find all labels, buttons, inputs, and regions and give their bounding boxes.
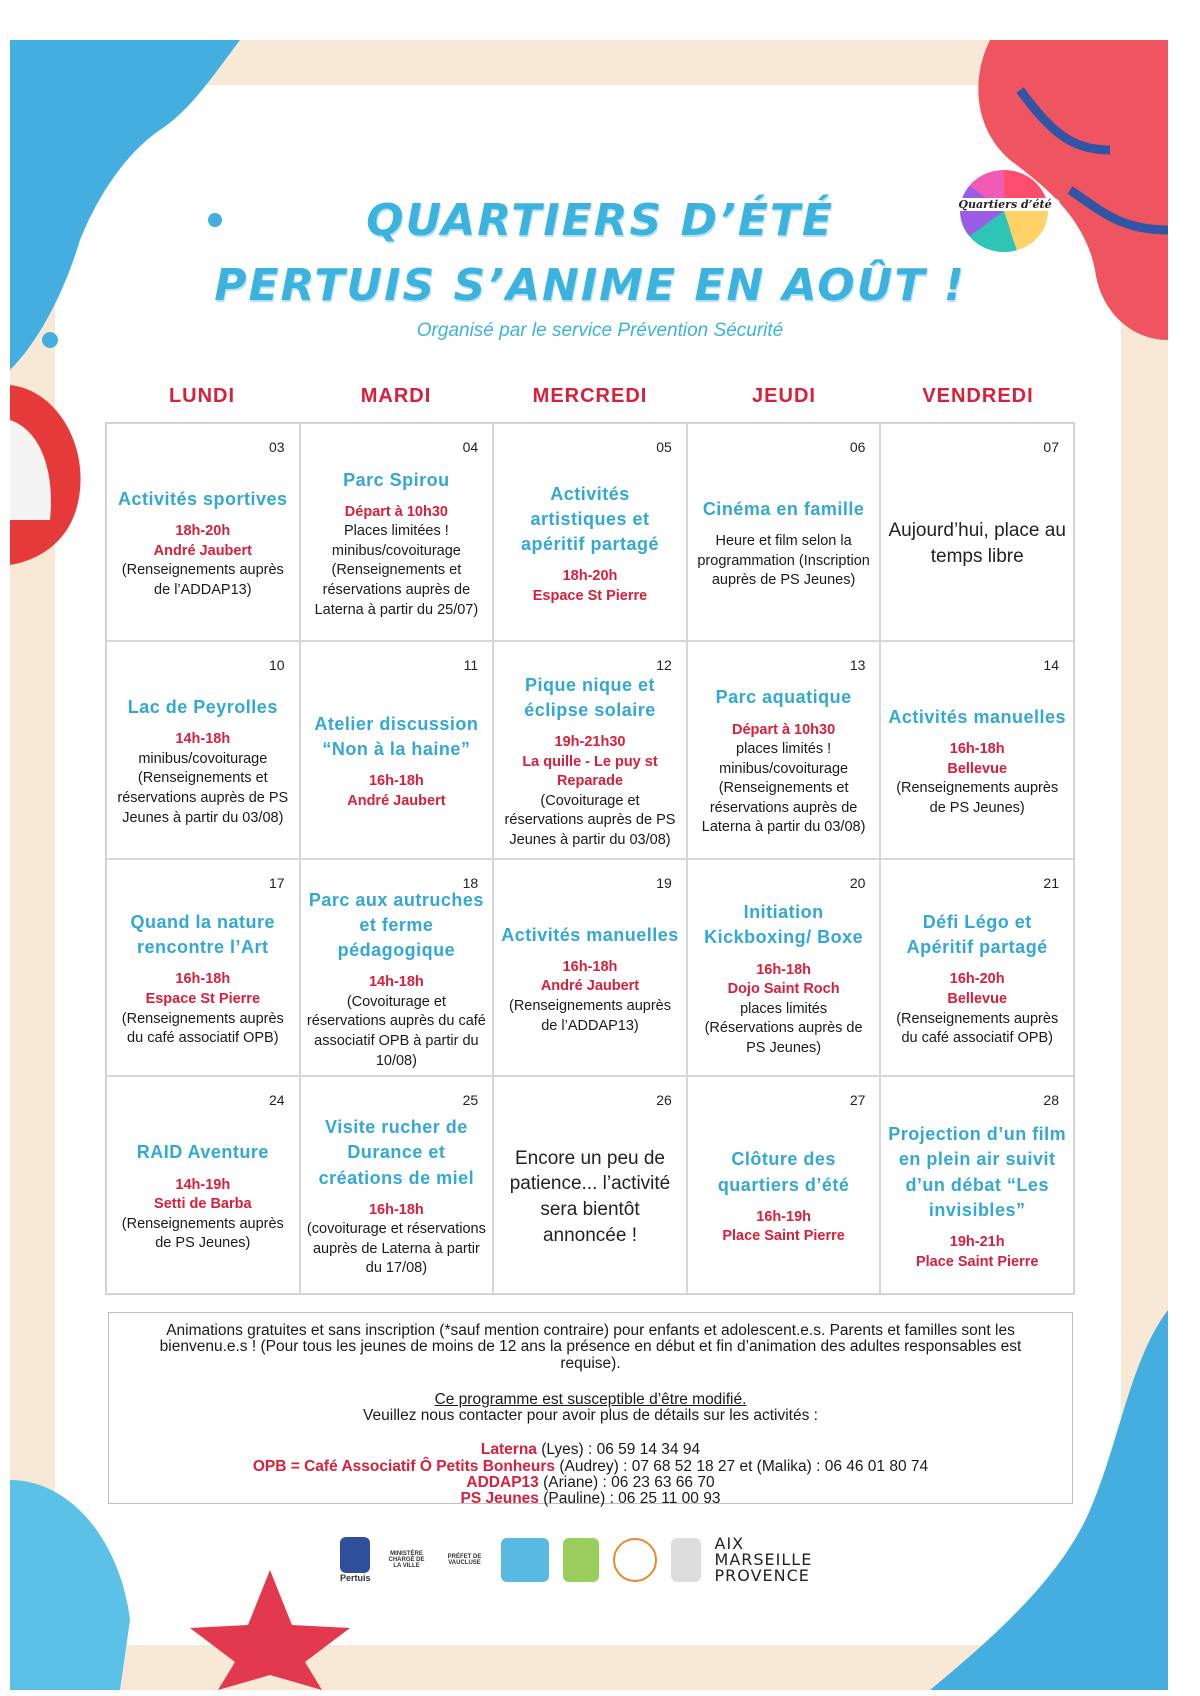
ministere-logo: [385, 1551, 429, 1569]
contact-line: [149, 1459, 1032, 1475]
free-text: Aujourd’hui, place au temps libre: [888, 520, 1066, 567]
activity-time: 16h-20h: [949, 971, 1005, 988]
calendar-day-cell: [300, 1076, 494, 1294]
day-header: MARDI: [360, 385, 432, 407]
activity-title: Initiation Kickboxing/ Boxe: [704, 902, 864, 948]
pertuis-logo-text: Pertuis: [340, 1573, 371, 1583]
activity-title: Activités artistiques et apéritif partagé: [520, 483, 660, 554]
activity-place: Place Saint Pierre: [722, 1228, 845, 1245]
day-number: 20: [849, 874, 866, 891]
activity-details: places limités ! minibus/covoiturage (Renseignements et réservations auprès de Laterna à partir du 03/08): [701, 741, 866, 836]
quartiers-dete-logo: [958, 170, 1052, 252]
contact-org: PS Jeunes: [460, 1490, 539, 1508]
day-number: 19: [656, 874, 672, 891]
activity-place: André Jaubert: [540, 978, 640, 995]
calendar-day-cell: [300, 641, 494, 859]
calendar-day-cell: [687, 1076, 881, 1294]
day-number: 03: [269, 439, 285, 455]
activity-place: Place Saint Pierre: [915, 1253, 1039, 1270]
ministere-logo-text: MINISTÈRE CHARGÉ DE LA VILLE: [388, 1551, 425, 1569]
contact-org: ADDAP13: [466, 1473, 539, 1491]
contact-line: [149, 1442, 1032, 1458]
calendar-day-cell: [493, 641, 687, 859]
activity-title: Parc aux autruches et ferme pédagogique: [308, 889, 484, 961]
day-header: JEUDI: [752, 385, 816, 407]
laterna-logo: [671, 1538, 701, 1582]
activity-details: minibus/covoiturage (Renseignements et réservations auprès de PS Jeunes à partir du 03/08): [117, 750, 289, 826]
contact-detail: (Ariane) : 06 23 63 66 70: [538, 1473, 715, 1491]
activity-details: (Renseignements auprès de l’ADDAP13): [508, 997, 671, 1034]
day-number: 27: [849, 1092, 866, 1109]
activity-place: La quille - Le puy st Reparade: [522, 753, 658, 790]
calendar-day-cell: [493, 1076, 687, 1294]
day-number: 07: [1043, 439, 1059, 455]
activity-details: (Renseignements auprès de PS Jeunes): [896, 780, 1059, 816]
activity-details: (Renseignements auprès de l’ADDAP13): [121, 562, 284, 599]
info-box: [108, 1312, 1073, 1508]
day-number: 28: [1043, 1092, 1059, 1109]
contact-detail: (Pauline) : 06 25 11 00 93: [538, 1490, 721, 1508]
activity-title: RAID Aventure: [136, 1142, 269, 1163]
info-general: Animations gratuites et sans inscription (*sauf mention contraire) pour enfants et adolescent.e.s. Parents et familles sont les bienvenu.e.s ! (Pour tous les jeunes de moins de 12 ans la présence en début et fin d’animation des adultes responsables est requise).: [159, 1322, 1022, 1372]
calendar-day-cell: [493, 859, 687, 1077]
activity-time: 14h-18h: [368, 974, 424, 991]
calendar-day-cell: [880, 423, 1074, 641]
activity-place: Dojo Saint Roch: [727, 981, 840, 998]
day-number: 24: [269, 1092, 285, 1109]
activity-details: (Renseignements auprès du café associatif OPB): [121, 1010, 284, 1047]
pertuis-logo: [340, 1537, 371, 1583]
calendar-day-cell: [880, 641, 1074, 859]
activity-time: 19h-21h: [949, 1233, 1005, 1250]
water-drop: [144, 164, 176, 196]
prefet-logo-text: PRÉFET DE VAUCLUSE: [447, 1554, 482, 1566]
activity-time: 16h-19h: [756, 1208, 811, 1225]
contact-detail: (Lyes) : 06 59 14 34 94: [536, 1441, 701, 1459]
groupe-logo: [563, 1538, 599, 1582]
activity-time: 18h-20h: [175, 523, 231, 540]
calendar-day-cell: [687, 859, 881, 1077]
partner-logos: [340, 1530, 900, 1590]
activity-place: Setti de Barba: [154, 1196, 252, 1213]
activity-title: Visite rucher de Durance et créations de miel: [318, 1117, 475, 1188]
day-number: 14: [1043, 656, 1059, 673]
prefet-logo: [443, 1554, 487, 1566]
calendar-day-cell: [300, 859, 494, 1077]
activity-details: (Renseignements auprès de PS Jeunes): [121, 1215, 284, 1252]
contact-detail: (Audrey) : 07 68 52 18 27 et (Malika) : 06 46 01 80 74: [555, 1457, 929, 1475]
activity-time: 14h-19h: [175, 1176, 231, 1193]
activity-title: Pique nique et éclipse solaire: [524, 674, 656, 720]
day-number: 06: [849, 439, 866, 455]
calendar-day-cell: [300, 423, 494, 641]
activity-place: Bellevue: [947, 991, 1008, 1007]
activity-place: Bellevue: [947, 760, 1008, 777]
calendar-day-cell: [106, 1076, 300, 1294]
activity-title: Clôture des quartiers d’été: [717, 1149, 850, 1195]
starfish: [190, 1570, 350, 1690]
activity-details: (covoiturage et réservations auprès de Laterna à partir du 17/08): [306, 1221, 486, 1277]
calendar-day-cell: [880, 1076, 1074, 1294]
activity-place: André Jaubert: [347, 792, 446, 809]
day-header: VENDREDI: [922, 385, 1034, 407]
quartiers-dete-logo-text: Quartiers d’été: [950, 198, 1060, 211]
day-number: 18: [462, 874, 479, 891]
aix-marseille-provence-logo: [715, 1536, 813, 1584]
activity-time: 16h-18h: [368, 1201, 424, 1218]
pertuis-emblem-icon: [340, 1537, 370, 1573]
contact-line: [149, 1475, 1032, 1491]
activity-title: Activités manuelles: [501, 924, 679, 945]
calendar-day-cell: [687, 641, 881, 859]
activity-place: Espace St Pierre: [145, 991, 261, 1007]
contact-list: [149, 1442, 1032, 1507]
amp-line: MARSEILLE: [714, 1550, 813, 1569]
activity-place: Espace St Pierre: [532, 587, 648, 604]
calendar-grid: [105, 422, 1075, 1295]
activity-time: 16h-18h: [562, 958, 618, 975]
day-header-row: [105, 385, 1075, 408]
activity-title: Atelier discussion “Non à la haine”: [314, 713, 479, 760]
activity-title: Parc Spirou: [343, 469, 450, 490]
info-modification-notice: Ce programme est susceptible d’être modifié.: [434, 1390, 747, 1408]
info-contact-intro: Veuillez nous contacter pour avoir plus de détails sur les activités :: [363, 1407, 818, 1425]
activity-details: Heure et film selon la programmation (Inscription auprès de PS Jeunes): [697, 533, 870, 589]
day-number: 25: [462, 1092, 479, 1109]
calendar-day-cell: [106, 859, 300, 1077]
calendar-day-cell: [687, 423, 881, 641]
day-header: MERCREDI: [532, 385, 648, 407]
day-number: 12: [656, 656, 672, 673]
caf-logo: [501, 1538, 549, 1582]
activity-title: Cinéma en famille: [702, 498, 865, 519]
activity-time: 16h-18h: [368, 773, 424, 790]
activity-title: Parc aquatique: [715, 687, 852, 708]
petits-bonheurs-logo: [613, 1538, 657, 1582]
flipper-bottom-left: [10, 1480, 130, 1690]
activity-title: Projection d’un film en plein air suivit d’un débat “Les invisibles”: [888, 1124, 1067, 1220]
activity-time: 16h-18h: [175, 971, 231, 988]
calendar-day-cell: [106, 641, 300, 859]
activity-time: Départ à 10h30: [344, 503, 448, 520]
day-header: LUNDI: [168, 385, 236, 407]
amp-line: PROVENCE: [714, 1566, 810, 1585]
calendar-day-cell: [880, 859, 1074, 1077]
amp-line: AIX: [714, 1534, 745, 1553]
activity-title: Activités sportives: [118, 489, 288, 510]
activity-details: (Covoiturage et réservations auprès du café associatif OPB à partir du 10/08): [306, 993, 486, 1069]
free-text: Encore un peu de patience... l’activité sera bientôt annoncée !: [509, 1147, 671, 1246]
activity-details: (Renseignements auprès du café associatif OPB): [896, 1010, 1059, 1047]
title-line-2: PERTUIS S’ANIME EN AOÛT !: [214, 260, 966, 311]
day-number: 21: [1043, 874, 1059, 891]
subtitle: Organisé par le service Prévention Sécurité: [416, 320, 784, 341]
activity-title: Défi Légo et Apéritif partagé: [906, 912, 1048, 958]
day-number: 26: [656, 1092, 672, 1109]
activity-time: 16h-18h: [949, 741, 1005, 758]
calendar-day-cell: [493, 423, 687, 641]
activity-time: 19h-21h30: [554, 734, 626, 751]
activity-time: Départ à 10h30: [732, 721, 836, 738]
day-number: 11: [463, 656, 479, 673]
activity-place: André Jaubert: [153, 542, 252, 559]
day-number: 05: [656, 439, 672, 455]
activity-details: Places limitées ! minibus/covoiturage (Renseignements et réservations auprès de Laterna à partir du 25/07): [314, 523, 479, 618]
day-number: 10: [269, 656, 285, 673]
day-number: 17: [269, 874, 285, 891]
contact-org: OPB = Café Associatif Ô Petits Bonheurs: [252, 1457, 556, 1475]
activity-details: (Covoiturage et réservations auprès de PS Jeunes à partir du 03/08): [504, 792, 676, 848]
title-line-1: QUARTIERS D’ÉTÉ: [366, 195, 834, 246]
day-number: 13: [849, 656, 866, 673]
activity-title: Lac de Peyrolles: [127, 697, 278, 718]
calendar-day-cell: [106, 423, 300, 641]
activity-title: Activités manuelles: [888, 706, 1066, 727]
activity-time: 16h-18h: [756, 961, 811, 978]
contact-org: Laterna: [480, 1441, 537, 1459]
contact-line: [149, 1491, 1032, 1507]
activity-time: 18h-20h: [562, 568, 618, 585]
activity-time: 14h-18h: [175, 731, 231, 748]
activity-title: Quand la nature rencontre l’Art: [130, 912, 276, 958]
activity-details: places limités (Réservations auprès de PS Jeunes): [704, 1000, 863, 1056]
day-number: 04: [462, 439, 479, 455]
